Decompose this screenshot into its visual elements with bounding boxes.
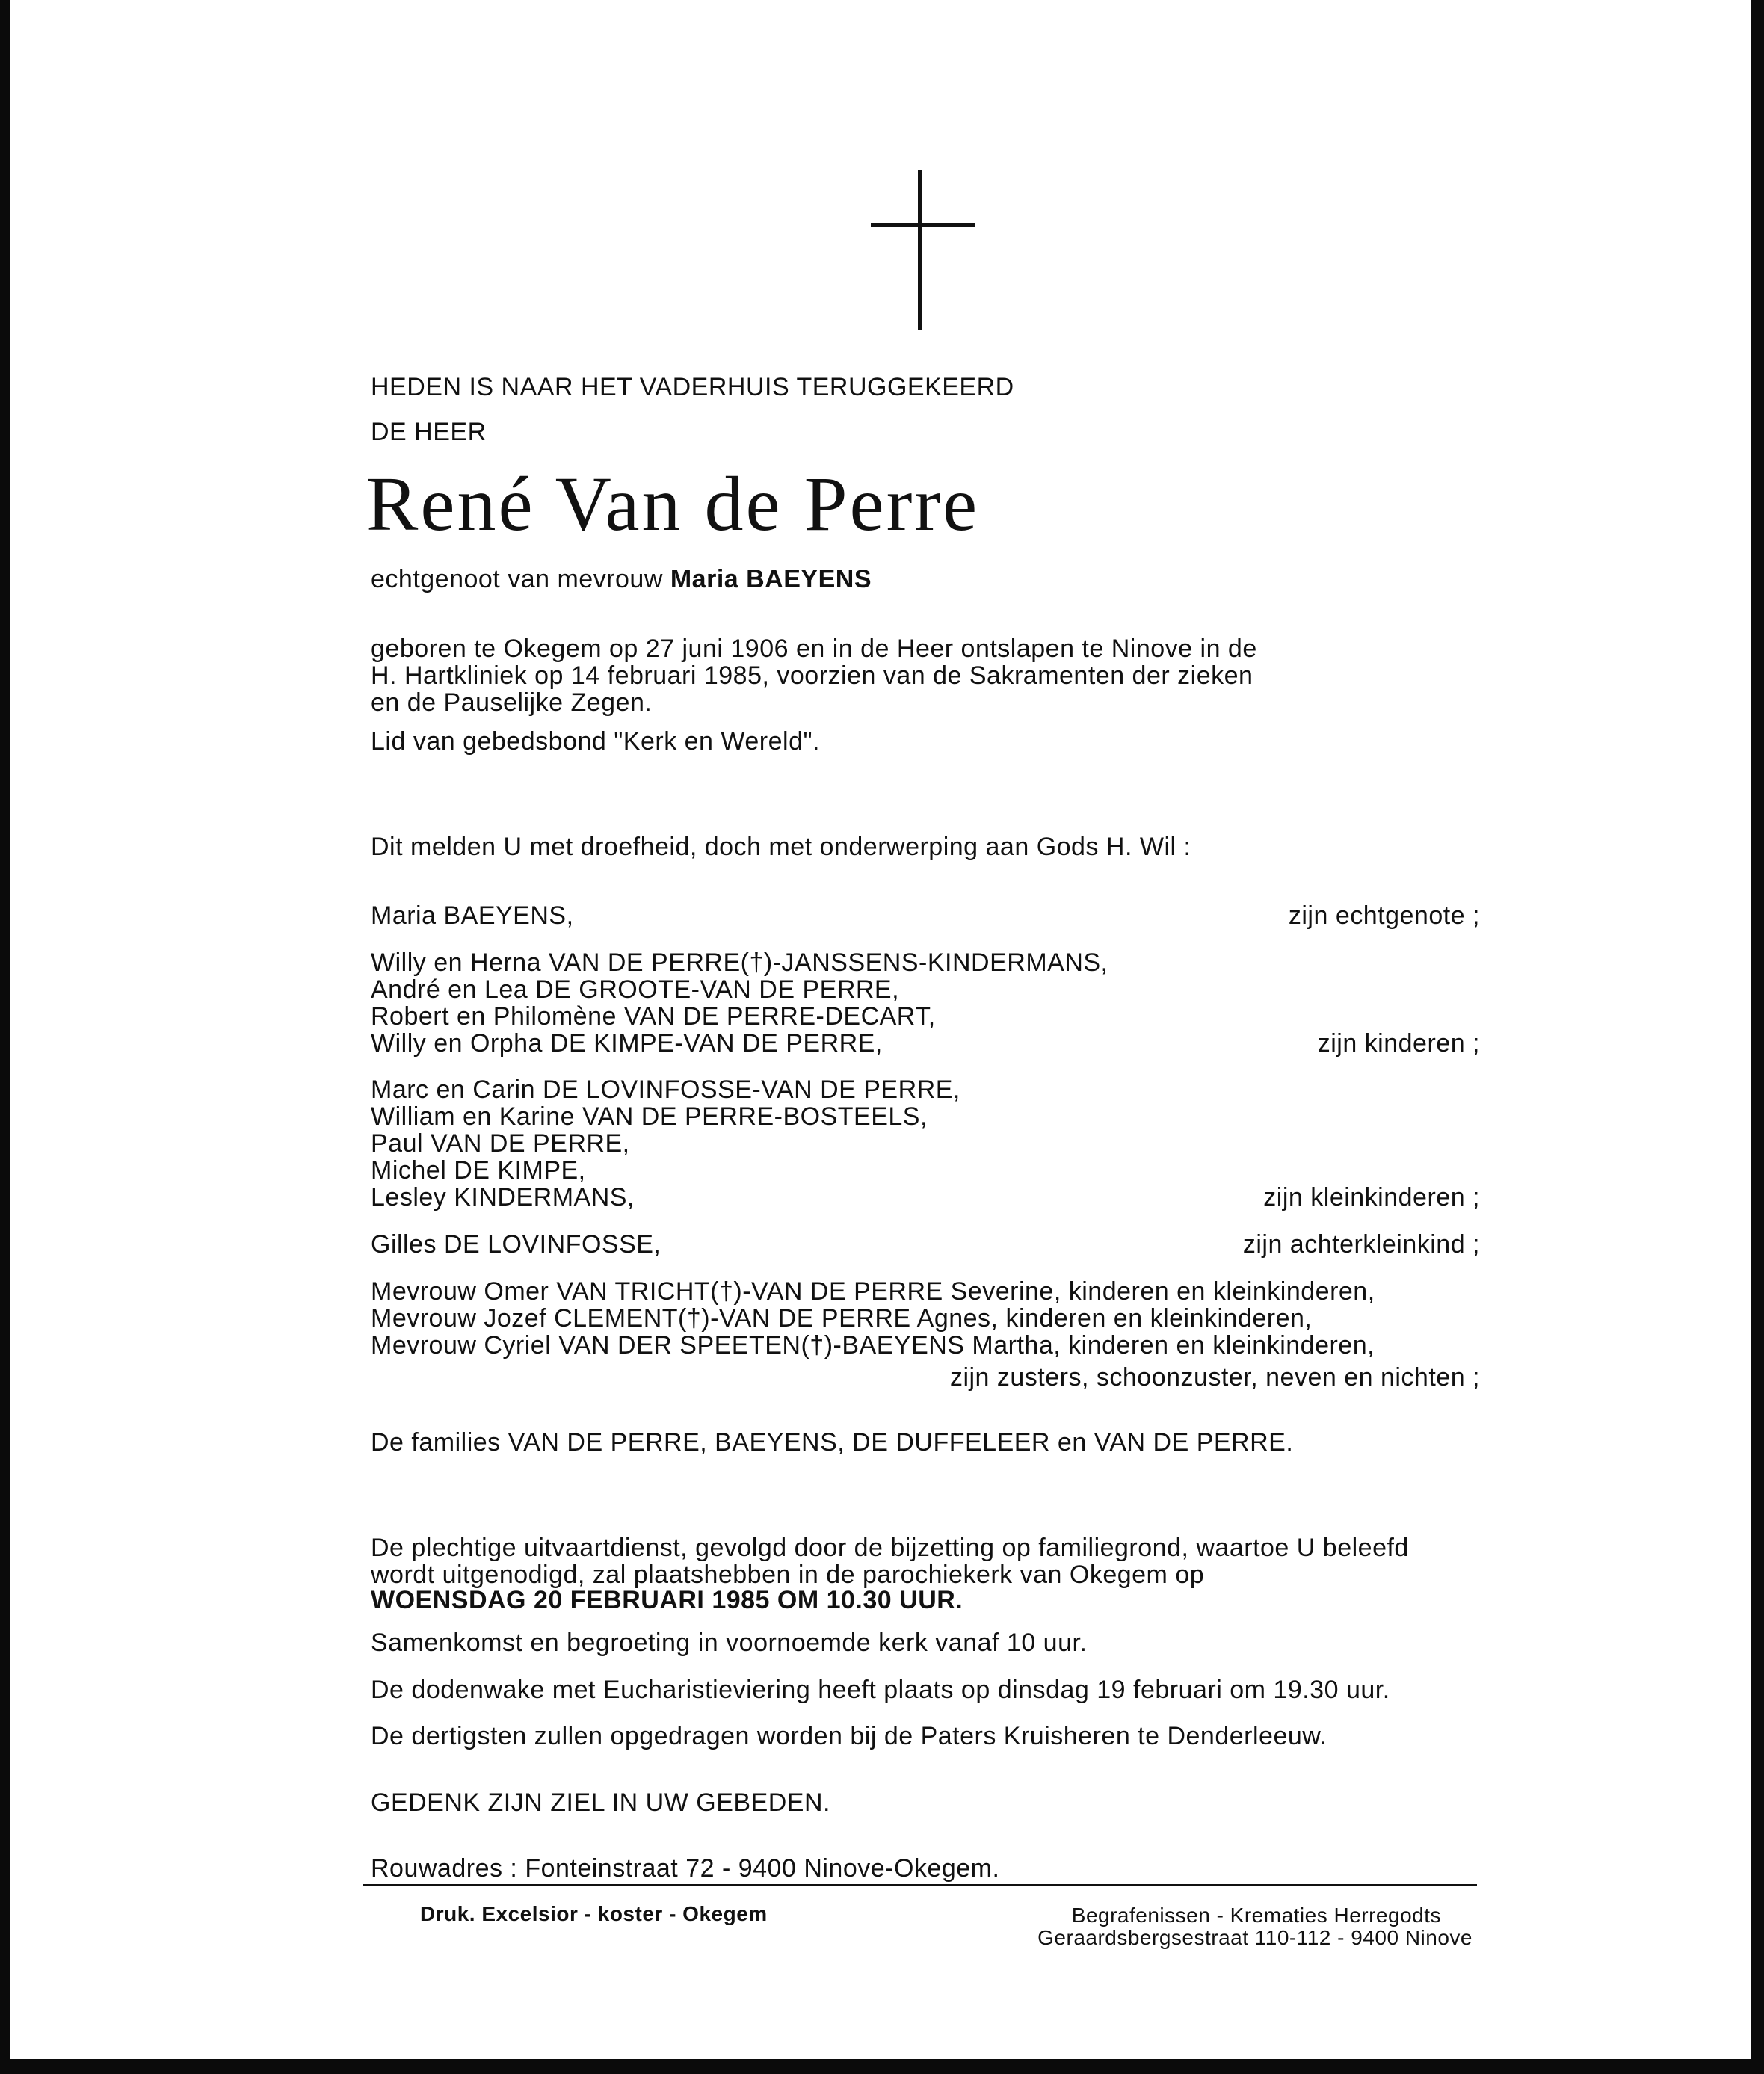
wake-line: De dodenwake met Eucharistieviering heeft plaats op dinsdag 19 februari om 19.30 uur. [371, 1676, 1390, 1704]
grandchild-entry: William en Karine VAN DE PERRE-BOSTEELS, [371, 1102, 928, 1131]
deceased-name: René Van de Perre [366, 461, 980, 547]
spouse-name: Maria BAEYENS [670, 565, 872, 593]
grandchild-entry: Paul VAN DE PERRE, [371, 1129, 630, 1158]
undertaker-address: Geraardsbergsestraat 110-112 - 9400 Ninove [1037, 1926, 1472, 1949]
relation-children: zijn kinderen ; [1317, 1029, 1480, 1058]
relation-siblings: zijn zusters, schoonzuster, neven en nichten ; [949, 1363, 1480, 1392]
biography-line: H. Hartkliniek op 14 februari 1985, voorzien van de Sakramenten der zieken [371, 661, 1253, 690]
spouse-entry: Maria BAEYENS, [371, 901, 574, 930]
sibling-entry: Mevrouw Omer VAN TRICHT(†)-VAN DE PERRE Severine, kinderen en kleinkinderen, [371, 1277, 1375, 1306]
great-grandchild-entry: Gilles DE LOVINFOSSE, [371, 1230, 662, 1259]
address-line: Rouwadres : Fonteinstraat 72 - 9400 Ninove-Okegem. [371, 1854, 1000, 1883]
page-border-right [1751, 0, 1764, 2074]
relation-great-grandchild: zijn achterkleinkind ; [1242, 1230, 1480, 1259]
sibling-entry: Mevrouw Cyriel VAN DER SPEETEN(†)-BAEYENS Martha, kinderen en kleinkinderen, [371, 1331, 1375, 1359]
intro-line-1: HEDEN IS NAAR HET VADERHUIS TERUGGEKEERD [371, 373, 1014, 401]
biography-line: en de Pauselijke Zegen. [371, 688, 653, 717]
thirtieth-line: De dertigsten zullen opgedragen worden bij de Paters Kruisheren te Denderleeuw. [371, 1722, 1327, 1750]
grandchild-entry: Michel DE KIMPE, [371, 1156, 586, 1185]
child-entry: Robert en Philomène VAN DE PERRE-DECART, [371, 1002, 936, 1031]
page-border-left [0, 0, 10, 2074]
intro-line-2: DE HEER [371, 418, 487, 446]
funeral-date: WOENSDAG 20 FEBRUARI 1985 OM 10.30 UUR. [371, 1586, 963, 1614]
child-entry: Willy en Herna VAN DE PERRE(†)-JANSSENS-KINDERMANS, [371, 948, 1108, 977]
prayer-line: GEDENK ZIJN ZIEL IN UW GEBEDEN. [371, 1788, 830, 1817]
spouse-line [371, 564, 872, 594]
page-border-bottom [0, 2059, 1764, 2074]
sibling-entry: Mevrouw Jozef CLEMENT(†)-VAN DE PERRE Agnes, kinderen en kleinkinderen, [371, 1304, 1313, 1333]
footer-divider [363, 1884, 1477, 1886]
biography-line: geboren te Okegem op 27 juni 1906 en in de Heer ontslapen te Ninove in de [371, 635, 1257, 663]
announcement-line: Dit melden U met droefheid, doch met onderwerping aan Gods H. Wil : [371, 833, 1191, 861]
membership-line: Lid van gebedsbond "Kerk en Wereld". [371, 727, 820, 756]
relation-spouse: zijn echtgenote ; [1288, 901, 1480, 930]
printer-credit: Druk. Excelsior - koster - Okegem [420, 1902, 768, 1925]
child-entry: Willy en Orpha DE KIMPE-VAN DE PERRE, [371, 1029, 883, 1058]
gathering-line: Samenkomst en begroeting in voornoemde kerk vanaf 10 uur. [371, 1629, 1088, 1657]
funeral-line: De plechtige uitvaartdienst, gevolgd door de bijzetting op familiegrond, waartoe U beleefd [371, 1534, 1409, 1562]
spouse-prefix: echtgenoot van mevrouw [371, 565, 663, 593]
grandchild-entry: Marc en Carin DE LOVINFOSSE-VAN DE PERRE, [371, 1075, 960, 1104]
grandchild-entry: Lesley KINDERMANS, [371, 1183, 635, 1212]
child-entry: André en Lea DE GROOTE-VAN DE PERRE, [371, 975, 900, 1004]
relation-grandchildren: zijn kleinkinderen ; [1263, 1183, 1480, 1212]
funeral-line: wordt uitgenodigd, zal plaatshebben in de parochiekerk van Okegem op [371, 1561, 1205, 1589]
undertaker-line: Begrafenissen - Krematies Herregodts [1071, 1904, 1441, 1927]
families-line: De families VAN DE PERRE, BAEYENS, DE DUFFELEER en VAN DE PERRE. [371, 1428, 1294, 1457]
